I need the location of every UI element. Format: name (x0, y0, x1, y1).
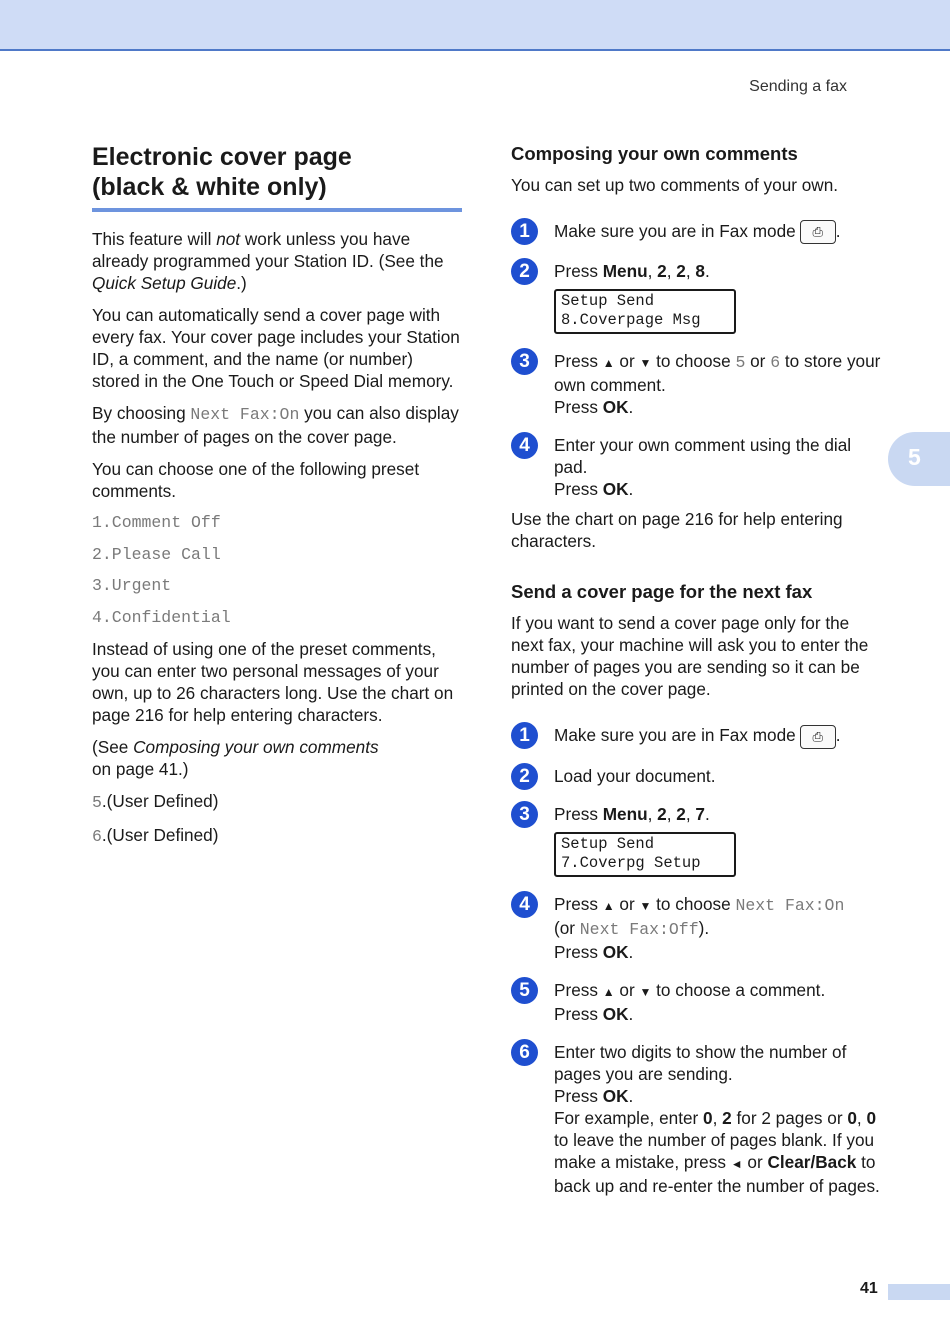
send-step-6: 6 Enter two digits to show the number of pages you are sending. Press OK. For example, enter 0, 2 for 2 pages or 0, 0 to leave the number of pages blank. If you make a mistake, press ◄ or Clear/Back to back up and re-enter the number of pages. (511, 1041, 881, 1197)
send-step-2: 2 Load your document. (511, 765, 881, 787)
chart-note: Use the chart on page 216 for help entering characters. (511, 509, 843, 552)
paragraph-next-fax: By choosing Next Fax:On you can also display the number of pages on the cover page. (92, 403, 459, 447)
fax-icon: ⎙ (800, 725, 836, 749)
step-number: 2 (511, 763, 538, 790)
preset-comment: 2.Please Call (92, 544, 221, 564)
paragraph-see-also: (See Composing your own comments on page 41.) (92, 737, 379, 779)
chapter-tab (888, 432, 950, 486)
user-defined-item: 6.(User Defined) (92, 824, 219, 846)
paragraph-description: You can automatically send a cover page with every fax. Your cover page includes your Station ID, a comment, and the name (or number) stored in the One Touch or Speed Dial memory. (92, 305, 460, 391)
step-number: 6 (511, 1039, 538, 1066)
fax-icon: ⎙ (800, 220, 836, 244)
step-number: 3 (511, 801, 538, 828)
preset-comment: 4.Confidential (92, 607, 231, 627)
lcd-display: Setup Send 7.Coverpg Setup (554, 832, 736, 877)
step-number: 5 (511, 977, 538, 1004)
compose-step-1: 1 Make sure you are in Fax mode ⎙ . (511, 220, 881, 244)
step-number: 2 (511, 258, 538, 285)
preset-comment: 1.Comment Off (92, 513, 221, 532)
send-step-5: 5 Press ▲ or ▼ to choose a comment. Press OK. (511, 979, 881, 1025)
send-step-3: 3 Press Menu, 2, 2, 7. Setup Send 7.Coverpg Setup (511, 803, 881, 877)
left-arrow-icon: ◄ (730, 1156, 743, 1171)
step-number: 3 (511, 348, 538, 375)
running-header: Sending a fax (749, 78, 847, 95)
compose-step-2: 2 Press Menu, 2, 2, 8. Setup Send 8.Coverpage Msg (511, 260, 881, 334)
chapter-number: 5 (908, 444, 921, 470)
send-step-1: 1 Make sure you are in Fax mode ⎙ . (511, 724, 881, 748)
paragraph-presets-intro: You can choose one of the following preset comments. (92, 459, 420, 501)
bottom-band (888, 1284, 950, 1300)
send-intro: If you want to send a cover page only for the next fax, your machine will ask you to enter the number of pages you are sending so it can be printed on the cover page. (511, 613, 869, 700)
right-column (511, 142, 881, 1213)
down-arrow-icon: ▼ (639, 356, 652, 371)
page-number: 41 (860, 1280, 878, 1297)
paragraph-personal-messages: Instead of using one of the preset comments, you can enter two personal messages of your own, up to 26 characters long. Use the chart on page 216 for help entering characters. (92, 639, 454, 725)
step-number: 4 (511, 891, 538, 918)
section-title: Electronic cover page (black & white only) (92, 142, 462, 212)
up-arrow-icon: ▲ (602, 898, 615, 913)
preset-comment: 3.Urgent (92, 576, 172, 595)
step-number: 4 (511, 432, 538, 459)
left-column (92, 142, 462, 857)
compose-heading: Composing your own comments (511, 143, 798, 164)
paragraph-requirement: This feature will not work unless you have already programmed your Station ID. (See the Quick Setup Guide.) (92, 229, 444, 293)
send-step-4: 4 Press ▲ or ▼ to choose Next Fax:On (or Next Fax:Off). Press OK. (511, 893, 881, 963)
send-heading: Send a cover page for the next fax (511, 581, 813, 603)
step-number: 1 (511, 218, 538, 245)
down-arrow-icon: ▼ (639, 898, 652, 913)
down-arrow-icon: ▼ (639, 984, 652, 999)
compose-step-3: 3 Press ▲ or ▼ to choose 5 or 6 to store your own comment. Press OK. (511, 350, 881, 418)
user-defined-item: 5.(User Defined) (92, 791, 219, 812)
step-number: 1 (511, 722, 538, 749)
lcd-display: Setup Send 8.Coverpage Msg (554, 289, 736, 334)
compose-intro: You can set up two comments of your own. (511, 175, 839, 195)
up-arrow-icon: ▲ (602, 356, 615, 371)
up-arrow-icon: ▲ (602, 984, 615, 999)
compose-step-4: 4 Enter your own comment using the dial pad. Press OK. (511, 434, 881, 500)
top-band (0, 0, 950, 51)
